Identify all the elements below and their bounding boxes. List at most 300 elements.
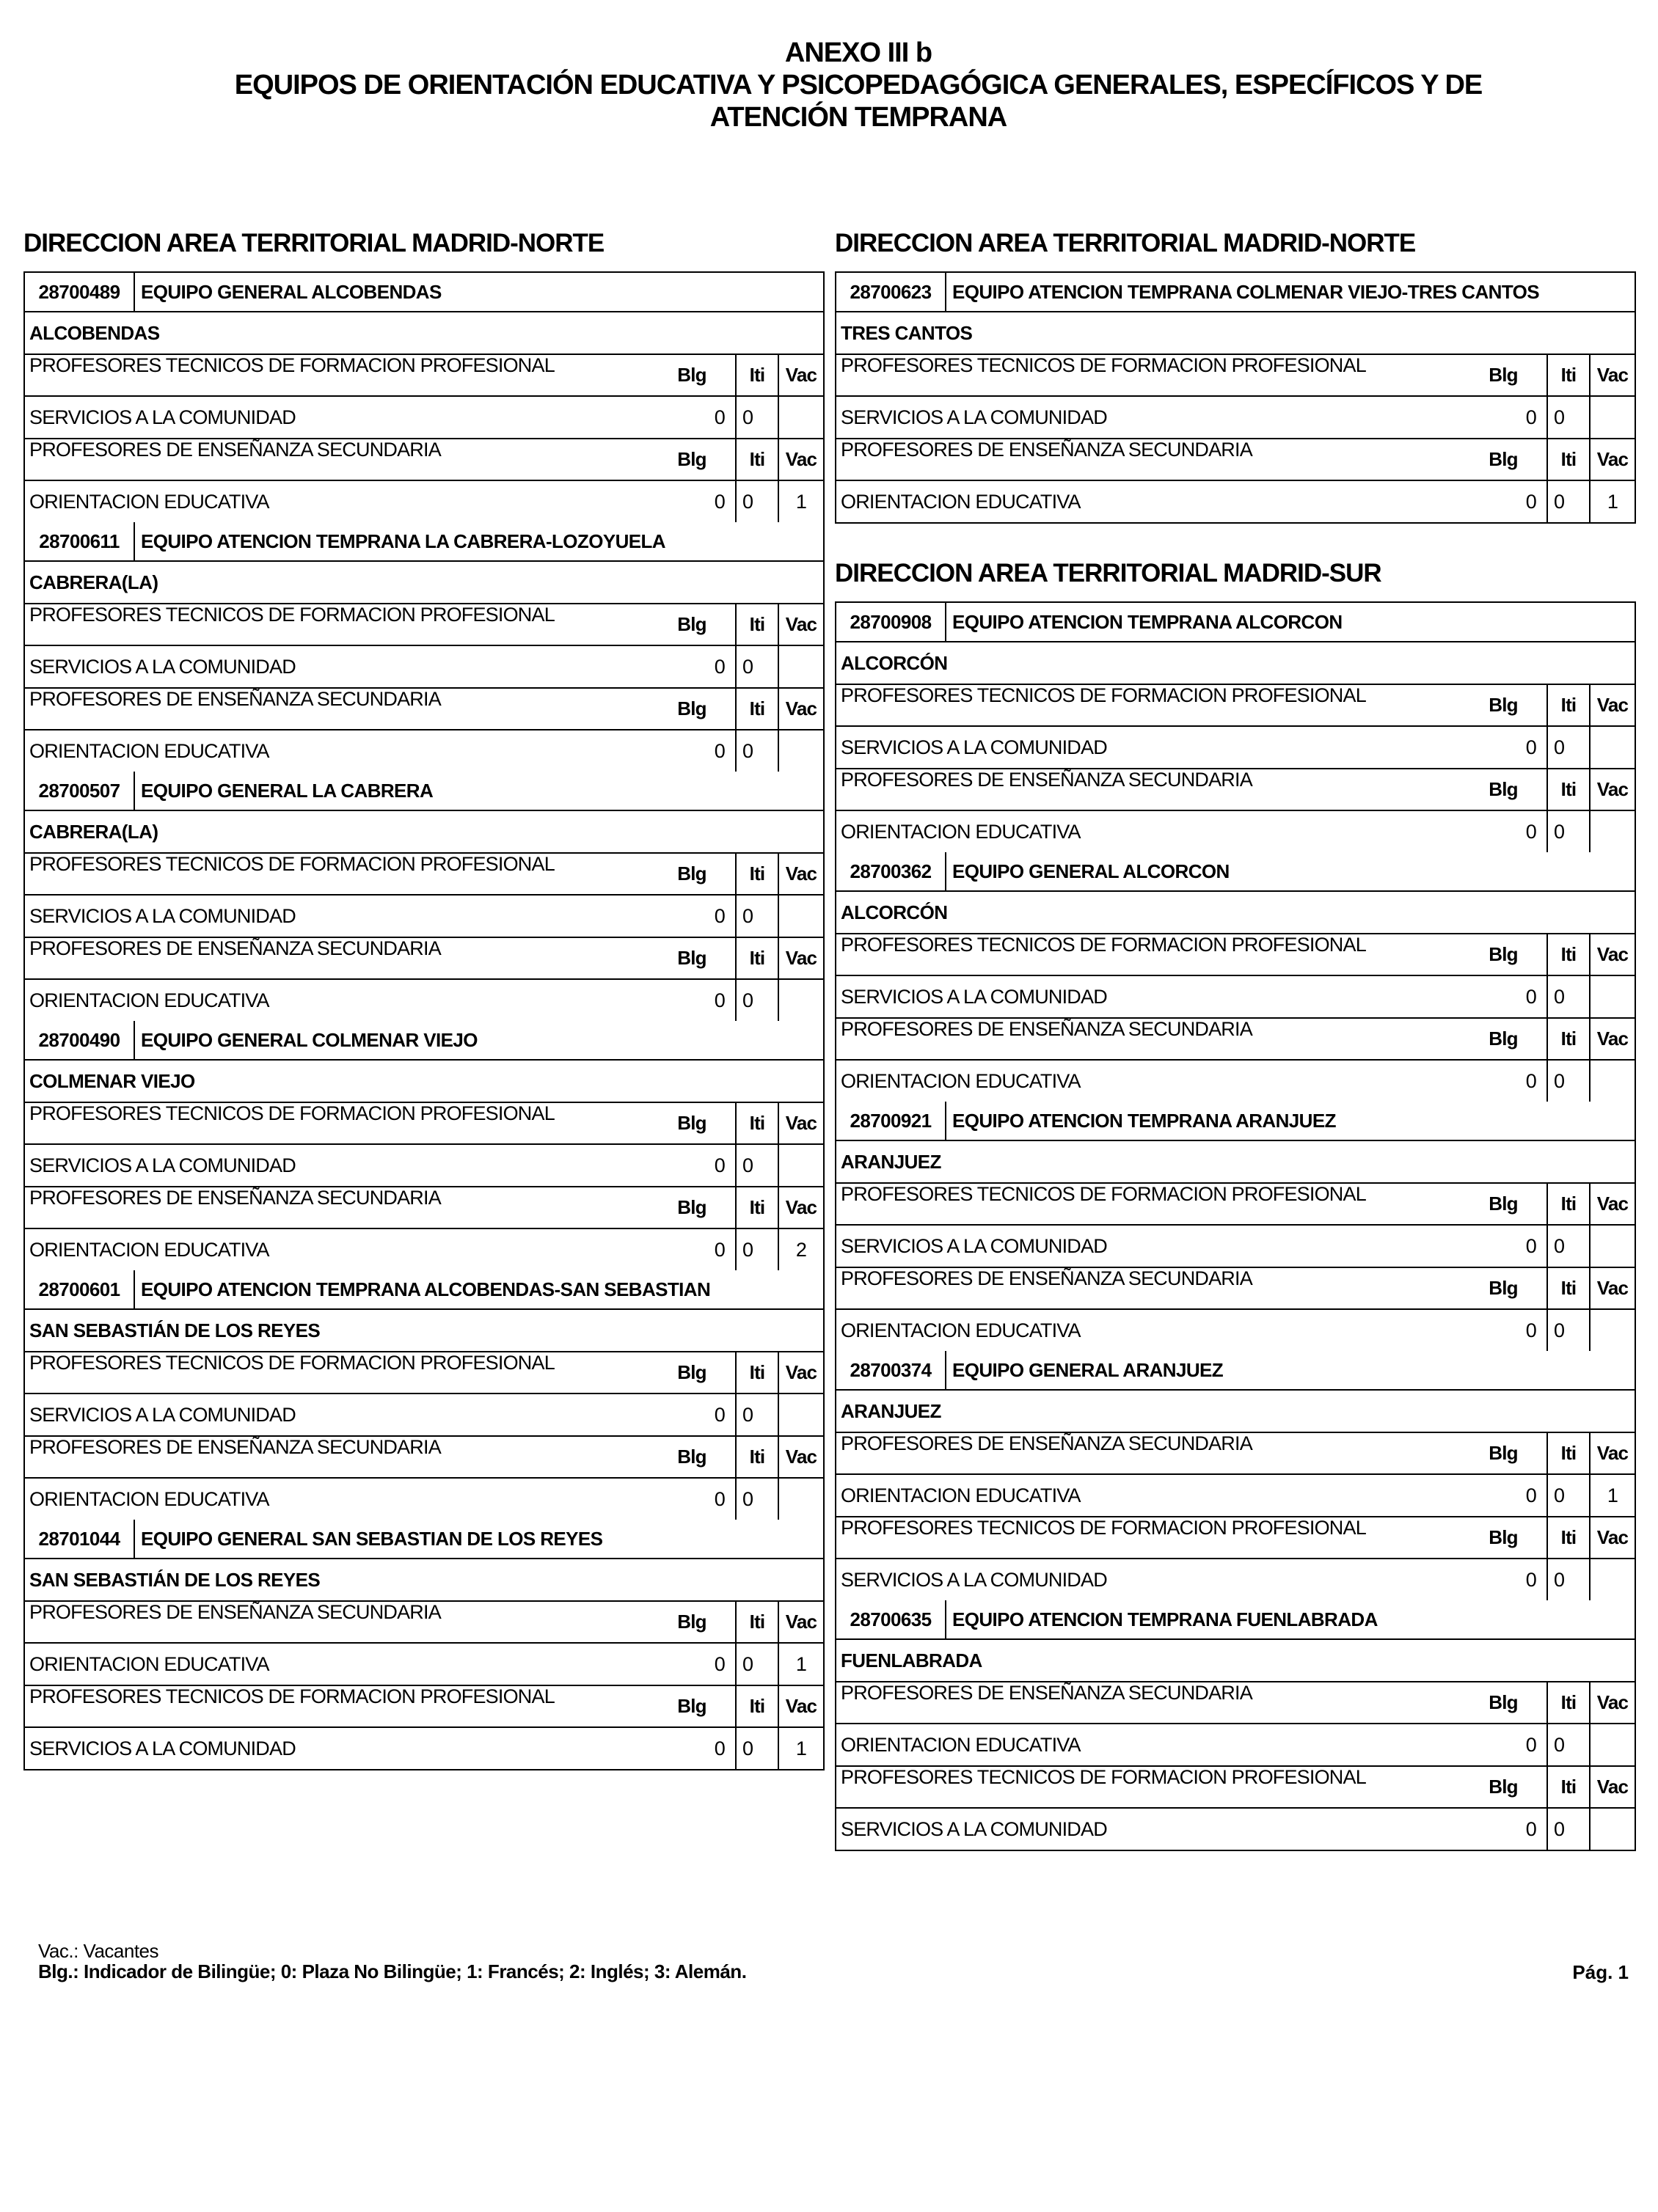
teacher-body: PROFESORES DE ENSEÑANZA SECUNDARIA	[29, 689, 441, 710]
teacher-body: PROFESORES TECNICOS DE FORMACION PROFESIONAL	[29, 355, 555, 376]
iti-value: 0	[735, 1145, 778, 1186]
team-name: EQUIPO ATENCION TEMPRANA FUENLABRADA	[952, 1608, 1378, 1630]
blg-value: 0	[714, 490, 725, 513]
team-header	[25, 1270, 823, 1310]
team-header	[25, 1520, 823, 1559]
vac-header: Vac	[1589, 1682, 1635, 1723]
body-header-row	[836, 1433, 1635, 1475]
vac-value: 1	[778, 1728, 823, 1769]
vac-header: Vac	[778, 604, 823, 645]
team-block	[835, 1102, 1636, 1351]
blg-header: Blg	[1489, 1691, 1518, 1713]
iti-header: Iti	[1546, 355, 1589, 395]
specialty-row	[836, 976, 1635, 1019]
team-header	[836, 1351, 1635, 1391]
body-header-row	[25, 355, 823, 397]
team-block	[835, 601, 1636, 852]
team-header	[25, 522, 823, 562]
specialty-row	[836, 811, 1635, 852]
body-header-row	[25, 1437, 823, 1479]
specialty-row	[25, 1145, 823, 1187]
specialty-row	[836, 727, 1635, 769]
blg-header: Blg	[1489, 1526, 1518, 1548]
specialty-row	[25, 1479, 823, 1520]
team-name: EQUIPO GENERAL LA CABRERA	[141, 779, 434, 802]
team-block	[23, 522, 825, 772]
iti-value: 0	[1546, 1226, 1589, 1267]
vac-header: Vac	[778, 938, 823, 978]
blg-header: Blg	[677, 448, 706, 470]
team-code: 28700635	[836, 1600, 946, 1638]
annex-title: ANEXO III b	[784, 37, 932, 68]
blg-header: Blg	[677, 1611, 706, 1633]
team-location: CABRERA(LA)	[25, 811, 823, 854]
blg-value: 0	[1525, 1069, 1536, 1092]
left-column	[23, 229, 825, 1770]
team-name: EQUIPO ATENCION TEMPRANA COLMENAR VIEJO-TRES CANTOS	[952, 280, 1540, 303]
iti-header: Iti	[735, 938, 778, 978]
teacher-body: PROFESORES DE ENSEÑANZA SECUNDARIA	[841, 1682, 1252, 1704]
blg-header: Blg	[1489, 1442, 1518, 1464]
iti-value: 0	[1546, 481, 1589, 522]
blg-value: 0	[714, 904, 725, 927]
iti-header: Iti	[1546, 1682, 1589, 1723]
area-title: DIRECCION AREA TERRITORIAL MADRID-NORTE	[835, 229, 1416, 257]
iti-value: 0	[1546, 1559, 1589, 1600]
vac-value	[1589, 397, 1635, 438]
specialty-row	[836, 397, 1635, 439]
team-header	[836, 273, 1635, 312]
blg-value: 0	[1525, 1568, 1536, 1591]
vac-header: Vac	[1589, 1517, 1635, 1558]
team-list	[23, 271, 825, 1770]
specialty-row	[25, 646, 823, 689]
specialty-row	[25, 980, 823, 1021]
vac-header: Vac	[778, 1437, 823, 1477]
blg-value: 0	[714, 1487, 725, 1510]
blg-value: 0	[714, 1737, 725, 1759]
blg-value: 0	[714, 1403, 725, 1426]
team-location: ALCORCÓN	[836, 892, 1635, 934]
team-list	[835, 601, 1636, 1851]
iti-header: Iti	[735, 1103, 778, 1143]
vac-value	[778, 646, 823, 687]
team-groups	[25, 1602, 823, 1769]
team-block	[23, 1520, 825, 1770]
iti-value: 0	[1546, 727, 1589, 768]
vac-value	[1589, 727, 1635, 768]
body-header-row	[25, 1602, 823, 1644]
specialty-row	[25, 397, 823, 439]
team-location: TRES CANTOS	[836, 312, 1635, 355]
teacher-body: PROFESORES DE ENSEÑANZA SECUNDARIA	[29, 938, 441, 959]
blg-value: 0	[1525, 490, 1536, 513]
iti-header: Iti	[735, 439, 778, 480]
team-groups	[25, 1103, 823, 1270]
vac-legend: Vac.: Vacantes	[38, 1940, 159, 1962]
team-block	[23, 1270, 825, 1520]
team-name: EQUIPO GENERAL ALCORCON	[952, 860, 1230, 882]
body-header-row	[25, 604, 823, 646]
team-header	[836, 1102, 1635, 1141]
blg-value: 0	[714, 406, 725, 428]
specialty-row	[25, 1644, 823, 1686]
body-header-row	[836, 1767, 1635, 1809]
team-block	[23, 1021, 825, 1270]
iti-value: 0	[735, 397, 778, 438]
vac-value	[778, 397, 823, 438]
vac-header: Vac	[778, 854, 823, 894]
specialty: SERVICIOS A LA COMUNIDAD	[841, 1234, 1107, 1257]
iti-header: Iti	[735, 1686, 778, 1726]
team-groups	[25, 604, 823, 772]
specialty: ORIENTACION EDUCATIVA	[29, 1652, 269, 1675]
iti-value: 0	[735, 1644, 778, 1685]
page-number: Pág. 1	[1572, 1961, 1629, 1983]
blg-value: 0	[714, 1238, 725, 1261]
team-block	[835, 1600, 1636, 1851]
blg-header: Blg	[677, 364, 706, 386]
team-name: EQUIPO ATENCION TEMPRANA ARANJUEZ	[952, 1109, 1336, 1132]
specialty-row	[25, 481, 823, 522]
specialty: ORIENTACION EDUCATIVA	[841, 490, 1081, 513]
specialty-row	[25, 1728, 823, 1769]
blg-value: 0	[1525, 820, 1536, 843]
specialty: SERVICIOS A LA COMUNIDAD	[29, 904, 296, 927]
teacher-body: PROFESORES TECNICOS DE FORMACION PROFESIONAL	[841, 1767, 1366, 1788]
vac-value	[1589, 1559, 1635, 1600]
team-location: CABRERA(LA)	[25, 562, 823, 604]
specialty: SERVICIOS A LA COMUNIDAD	[841, 985, 1107, 1008]
team-header	[25, 772, 823, 811]
vac-header: Vac	[778, 1352, 823, 1393]
teacher-body: PROFESORES TECNICOS DE FORMACION PROFESIONAL	[841, 685, 1366, 706]
vac-value	[1589, 1724, 1635, 1765]
blg-header: Blg	[1489, 1277, 1518, 1299]
iti-value: 0	[735, 730, 778, 772]
body-header-row	[836, 1517, 1635, 1559]
vac-header: Vac	[1589, 769, 1635, 810]
specialty-row	[836, 1226, 1635, 1268]
team-groups	[836, 685, 1635, 852]
iti-value: 0	[1546, 811, 1589, 852]
vac-value: 1	[778, 481, 823, 522]
team-code: 28700601	[25, 1270, 135, 1308]
team-location: ARANJUEZ	[836, 1391, 1635, 1433]
team-code: 28700611	[25, 522, 135, 560]
team-header	[836, 1600, 1635, 1640]
team-code: 28700489	[25, 273, 135, 311]
teacher-body: PROFESORES DE ENSEÑANZA SECUNDARIA	[29, 439, 441, 461]
iti-header: Iti	[1546, 1767, 1589, 1807]
specialty: ORIENTACION EDUCATIVA	[841, 820, 1081, 843]
team-name: EQUIPO ATENCION TEMPRANA ALCOBENDAS-SAN SEBASTIAN	[141, 1278, 711, 1300]
specialty: ORIENTACION EDUCATIVA	[29, 1487, 269, 1510]
iti-value: 0	[735, 1394, 778, 1435]
blg-header: Blg	[1489, 778, 1518, 800]
vac-value	[778, 896, 823, 937]
blg-header: Blg	[677, 613, 706, 635]
specialty: ORIENTACION EDUCATIVA	[29, 989, 269, 1011]
blg-header: Blg	[677, 947, 706, 969]
vac-header: Vac	[778, 1103, 823, 1143]
specialty-row	[25, 1394, 823, 1437]
iti-header: Iti	[735, 1187, 778, 1228]
team-name: EQUIPO GENERAL SAN SEBASTIAN DE LOS REYES	[141, 1527, 603, 1550]
specialty-row	[25, 1229, 823, 1270]
iti-value: 0	[735, 481, 778, 522]
specialty-row	[25, 896, 823, 938]
team-block	[835, 1351, 1636, 1600]
team-name: EQUIPO GENERAL COLMENAR VIEJO	[141, 1028, 478, 1051]
vac-value	[778, 1479, 823, 1520]
specialty-row	[836, 1310, 1635, 1351]
vac-header: Vac	[1589, 1767, 1635, 1807]
teacher-body: PROFESORES TECNICOS DE FORMACION PROFESIONAL	[841, 934, 1366, 956]
team-block	[835, 271, 1636, 524]
iti-value: 0	[735, 896, 778, 937]
teacher-body: PROFESORES DE ENSEÑANZA SECUNDARIA	[29, 1437, 441, 1458]
iti-value: 0	[735, 980, 778, 1021]
vac-value	[778, 1145, 823, 1186]
team-code: 28700362	[836, 852, 946, 890]
vac-header: Vac	[778, 1602, 823, 1642]
teacher-body: PROFESORES DE ENSEÑANZA SECUNDARIA	[29, 1602, 441, 1623]
iti-value: 0	[735, 1229, 778, 1270]
specialty-row	[836, 1559, 1635, 1600]
body-header-row	[25, 1187, 823, 1229]
blg-header: Blg	[677, 1446, 706, 1468]
blg-header: Blg	[1489, 1193, 1518, 1215]
blg-value: 0	[714, 1652, 725, 1675]
team-location: SAN SEBASTIÁN DE LOS REYES	[25, 1310, 823, 1352]
specialty-row	[836, 1475, 1635, 1517]
iti-header: Iti	[735, 689, 778, 729]
specialty-row	[836, 1724, 1635, 1767]
vac-value: 2	[778, 1229, 823, 1270]
footer-legend	[38, 1941, 746, 1982]
vac-value	[1589, 1061, 1635, 1102]
body-header-row	[25, 854, 823, 896]
iti-header: Iti	[1546, 769, 1589, 810]
body-header-row	[836, 934, 1635, 976]
teacher-body: PROFESORES DE ENSEÑANZA SECUNDARIA	[841, 1433, 1252, 1454]
vac-value	[1589, 1226, 1635, 1267]
blg-header: Blg	[677, 1695, 706, 1717]
blg-value: 0	[1525, 406, 1536, 428]
iti-header: Iti	[735, 1352, 778, 1393]
iti-value: 0	[1546, 1475, 1589, 1516]
body-header-row	[25, 1686, 823, 1728]
iti-header: Iti	[735, 854, 778, 894]
vac-value	[778, 980, 823, 1021]
team-location: ALCORCÓN	[836, 642, 1635, 685]
body-header-row	[836, 1184, 1635, 1226]
specialty: ORIENTACION EDUCATIVA	[841, 1319, 1081, 1341]
iti-value: 0	[735, 1728, 778, 1769]
specialty: ORIENTACION EDUCATIVA	[29, 739, 269, 762]
body-header-row	[836, 1019, 1635, 1061]
vac-header: Vac	[778, 439, 823, 480]
team-location: ARANJUEZ	[836, 1141, 1635, 1184]
team-name: EQUIPO ATENCION TEMPRANA ALCORCON	[952, 610, 1343, 633]
vac-header: Vac	[1589, 1019, 1635, 1059]
blg-value: 0	[1525, 985, 1536, 1008]
team-code: 28700490	[25, 1021, 135, 1059]
team-groups	[25, 355, 823, 522]
specialty-row	[836, 481, 1635, 522]
blg-header: Blg	[677, 1196, 706, 1218]
team-groups	[25, 1352, 823, 1520]
team-name: EQUIPO GENERAL ALCOBENDAS	[141, 280, 442, 303]
team-location: FUENLABRADA	[836, 1640, 1635, 1682]
team-code: 28700623	[836, 273, 946, 311]
vac-header: Vac	[778, 355, 823, 395]
iti-header: Iti	[1546, 934, 1589, 975]
iti-header: Iti	[1546, 1433, 1589, 1473]
specialty: SERVICIOS A LA COMUNIDAD	[841, 1568, 1107, 1591]
team-groups	[836, 1184, 1635, 1351]
area-title-sur: DIRECCION AREA TERRITORIAL MADRID-SUR	[835, 559, 1381, 587]
team-location: ALCOBENDAS	[25, 312, 823, 355]
teacher-body: PROFESORES TECNICOS DE FORMACION PROFESIONAL	[841, 1517, 1366, 1539]
teacher-body: PROFESORES DE ENSEÑANZA SECUNDARIA	[841, 1019, 1252, 1040]
body-header-row	[836, 685, 1635, 727]
right-column	[835, 229, 1636, 1851]
team-name: EQUIPO ATENCION TEMPRANA LA CABRERA-LOZOYUELA	[141, 530, 665, 552]
teacher-body: PROFESORES TECNICOS DE FORMACION PROFESIONAL	[841, 355, 1366, 376]
teacher-body: PROFESORES TECNICOS DE FORMACION PROFESIONAL	[29, 604, 555, 626]
blg-header: Blg	[677, 1112, 706, 1134]
blg-value: 0	[1525, 1484, 1536, 1506]
blg-header: Blg	[1489, 1776, 1518, 1798]
vac-value	[1589, 811, 1635, 852]
team-header	[25, 1021, 823, 1061]
vac-value	[1589, 1310, 1635, 1351]
blg-header: Blg	[677, 863, 706, 885]
vac-value	[778, 1394, 823, 1435]
vac-header: Vac	[1589, 685, 1635, 725]
team-location: COLMENAR VIEJO	[25, 1061, 823, 1103]
iti-value: 0	[1546, 397, 1589, 438]
iti-header: Iti	[1546, 1517, 1589, 1558]
iti-value: 0	[1546, 1809, 1589, 1850]
specialty: ORIENTACION EDUCATIVA	[841, 1484, 1081, 1506]
body-header-row	[25, 1103, 823, 1145]
teacher-body: PROFESORES TECNICOS DE FORMACION PROFESIONAL	[841, 1184, 1366, 1205]
specialty: SERVICIOS A LA COMUNIDAD	[841, 1817, 1107, 1840]
blg-value: 0	[1525, 1319, 1536, 1341]
specialty: SERVICIOS A LA COMUNIDAD	[841, 736, 1107, 758]
iti-value: 0	[1546, 976, 1589, 1017]
teacher-body: PROFESORES TECNICOS DE FORMACION PROFESIONAL	[29, 1686, 555, 1707]
iti-header: Iti	[735, 604, 778, 645]
team-header	[836, 603, 1635, 642]
body-header-row	[25, 938, 823, 980]
specialty-row	[836, 1809, 1635, 1850]
iti-header: Iti	[1546, 439, 1589, 480]
specialty: ORIENTACION EDUCATIVA	[841, 1069, 1081, 1092]
body-header-row	[25, 1352, 823, 1394]
blg-header: Blg	[1489, 943, 1518, 965]
iti-value: 0	[735, 646, 778, 687]
vac-header: Vac	[1589, 1184, 1635, 1224]
blg-value: 0	[714, 739, 725, 762]
iti-header: Iti	[735, 355, 778, 395]
iti-header: Iti	[1546, 685, 1589, 725]
iti-header: Iti	[735, 1437, 778, 1477]
blg-value: 0	[1525, 1817, 1536, 1840]
specialty: SERVICIOS A LA COMUNIDAD	[841, 406, 1107, 428]
iti-header: Iti	[735, 1602, 778, 1642]
team-code: 28700908	[836, 603, 946, 641]
body-header-row	[836, 1268, 1635, 1310]
team-block	[23, 271, 825, 522]
team-groups	[25, 854, 823, 1021]
vac-value: 1	[1589, 481, 1635, 522]
blg-header: Blg	[1489, 694, 1518, 716]
body-header-row	[836, 355, 1635, 397]
specialty: ORIENTACION EDUCATIVA	[29, 490, 269, 513]
blg-header: Blg	[1489, 1028, 1518, 1050]
team-groups	[836, 934, 1635, 1102]
vac-header: Vac	[1589, 1268, 1635, 1308]
team-header	[836, 852, 1635, 892]
team-groups	[836, 1682, 1635, 1850]
body-header-row	[836, 439, 1635, 481]
team-name: EQUIPO GENERAL ARANJUEZ	[952, 1358, 1224, 1381]
team-header	[25, 273, 823, 312]
area-title: DIRECCION AREA TERRITORIAL MADRID-NORTE	[23, 229, 605, 257]
teacher-body: PROFESORES DE ENSEÑANZA SECUNDARIA	[841, 1268, 1252, 1289]
blg-legend: Blg.: Indicador de Bilingüe; 0: Plaza No Bilingüe; 1: Francés; 2: Inglés; 3: Alemán.	[38, 1960, 747, 1982]
teacher-body: PROFESORES DE ENSEÑANZA SECUNDARIA	[841, 769, 1252, 791]
vac-value: 1	[778, 1644, 823, 1685]
vac-header: Vac	[1589, 355, 1635, 395]
blg-value: 0	[714, 1154, 725, 1176]
team-groups	[836, 1433, 1635, 1600]
document-heading	[0, 37, 1658, 133]
team-location: SAN SEBASTIÁN DE LOS REYES	[25, 1559, 823, 1602]
body-header-row	[25, 439, 823, 481]
team-code: 28701044	[25, 1520, 135, 1558]
blg-value: 0	[1525, 1234, 1536, 1257]
vac-header: Vac	[778, 1686, 823, 1726]
blg-value: 0	[1525, 1733, 1536, 1756]
vac-value	[778, 730, 823, 772]
team-block	[835, 852, 1636, 1102]
iti-value: 0	[1546, 1724, 1589, 1765]
team-block	[23, 772, 825, 1021]
blg-value: 0	[1525, 736, 1536, 758]
body-header-row	[25, 689, 823, 730]
iti-value: 0	[735, 1479, 778, 1520]
body-header-row	[836, 1682, 1635, 1724]
iti-header: Iti	[1546, 1268, 1589, 1308]
iti-value: 0	[1546, 1310, 1589, 1351]
blg-value: 0	[714, 655, 725, 678]
team-code: 28700374	[836, 1351, 946, 1389]
vac-value: 1	[1589, 1475, 1635, 1516]
vac-header: Vac	[1589, 1433, 1635, 1473]
specialty: ORIENTACION EDUCATIVA	[841, 1733, 1081, 1756]
blg-header: Blg	[677, 1361, 706, 1383]
blg-value: 0	[714, 989, 725, 1011]
blg-header: Blg	[1489, 448, 1518, 470]
body-header-row	[836, 769, 1635, 811]
team-code: 28700921	[836, 1102, 946, 1140]
teacher-body: PROFESORES TECNICOS DE FORMACION PROFESIONAL	[29, 854, 555, 875]
